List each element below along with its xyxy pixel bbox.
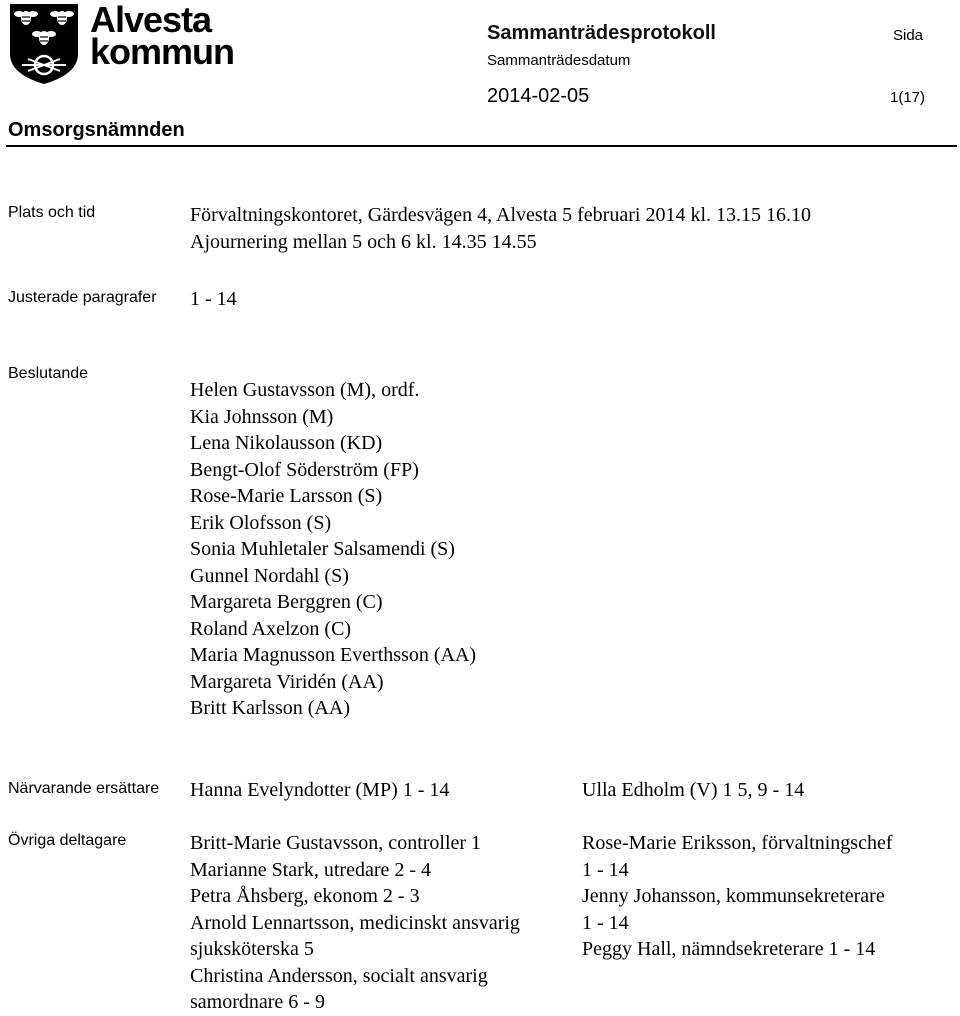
member-item: Margareta Berggren (C) bbox=[190, 591, 383, 613]
deciding-label: Beslutande bbox=[8, 365, 89, 382]
member-item: Britt Karlsson (AA) bbox=[190, 697, 350, 719]
participant-line: 1 - 14 bbox=[582, 858, 629, 881]
header-divider bbox=[6, 145, 957, 147]
wordmark-line-1: Alvesta bbox=[90, 0, 212, 40]
member-item: Gunnel Nordahl (S) bbox=[190, 564, 349, 587]
place-label: Plats och tid bbox=[8, 204, 96, 221]
others-right-list bbox=[582, 830, 892, 963]
member-item: Kia Johnsson (M) bbox=[190, 405, 334, 428]
member-item: Margareta Viridén (AA) bbox=[190, 670, 384, 693]
substitutes-label: Närvarande ersättare bbox=[8, 780, 160, 797]
committee-name: Omsorgsnämnden bbox=[8, 119, 185, 141]
others-left-list bbox=[190, 830, 520, 1016]
meeting-date: 2014-02-05 bbox=[487, 85, 590, 107]
participant-line: Arnold Lennartsson, medicinskt ansvarig bbox=[190, 911, 520, 934]
member-item: Roland Axelzon (C) bbox=[190, 617, 352, 640]
participant-line: Jenny Johansson, kommunsekreterare bbox=[582, 885, 885, 907]
municipality-crest-logo bbox=[8, 2, 80, 86]
place-line: Ajournering mellan 5 och 6 kl. 14.35 14.55 bbox=[190, 230, 537, 253]
deciding-members-list bbox=[190, 377, 476, 722]
participant-line: Petra Åhsberg, ekonom 2 - 3 bbox=[190, 885, 420, 907]
substitutes-left: Hanna Evelyndotter (MP) 1 - 14 bbox=[190, 779, 450, 801]
paragraphs-value: 1 - 14 bbox=[190, 288, 237, 310]
participant-line: Britt-Marie Gustavsson, controller 1 bbox=[190, 832, 482, 854]
participant-line: samordnare 6 - 9 bbox=[190, 991, 325, 1013]
participant-line: Marianne Stark, utredare 2 - 4 bbox=[190, 858, 432, 881]
page-label: Sida bbox=[893, 27, 924, 44]
member-item: Rose-Marie Larsson (S) bbox=[190, 485, 383, 507]
participant-line: Christina Andersson, socialt ansvarig bbox=[190, 964, 488, 987]
member-item: Bengt-Olof Söderström (FP) bbox=[190, 458, 419, 481]
participant-line: Peggy Hall, nämndsekreterare 1 - 14 bbox=[582, 938, 876, 960]
paragraphs-label: Justerade paragrafer bbox=[8, 289, 157, 306]
substitutes-right: Ulla Edholm (V) 1 5, 9 - 14 bbox=[582, 779, 805, 801]
member-item: Lena Nikolausson (KD) bbox=[190, 432, 383, 454]
place-details bbox=[190, 202, 811, 255]
member-item: Erik Olofsson (S) bbox=[190, 511, 332, 534]
document-title: Sammanträdesprotokoll bbox=[487, 22, 716, 44]
member-item: Sonia Muhletaler Salsamendi (S) bbox=[190, 538, 455, 560]
meeting-date-label: Sammanträdesdatum bbox=[487, 52, 631, 69]
place-line: Förvaltningskontoret, Gärdesvägen 4, Alvesta 5 februari 2014 kl. 13.15 16.10 bbox=[190, 204, 811, 226]
participant-line: sjuksköterska 5 bbox=[190, 938, 314, 960]
member-item: Maria Magnusson Everthsson (AA) bbox=[190, 644, 477, 666]
participant-line: Rose-Marie Eriksson, förvaltningschef bbox=[582, 832, 893, 854]
wordmark-line-2: kommun bbox=[90, 31, 235, 72]
member-item: Helen Gustavsson (M), ordf. bbox=[190, 379, 420, 401]
others-label: Övriga deltagare bbox=[8, 832, 127, 849]
participant-line: 1 - 14 bbox=[582, 911, 629, 934]
organization-wordmark bbox=[90, 0, 250, 74]
page-number: 1(17) bbox=[890, 89, 926, 106]
